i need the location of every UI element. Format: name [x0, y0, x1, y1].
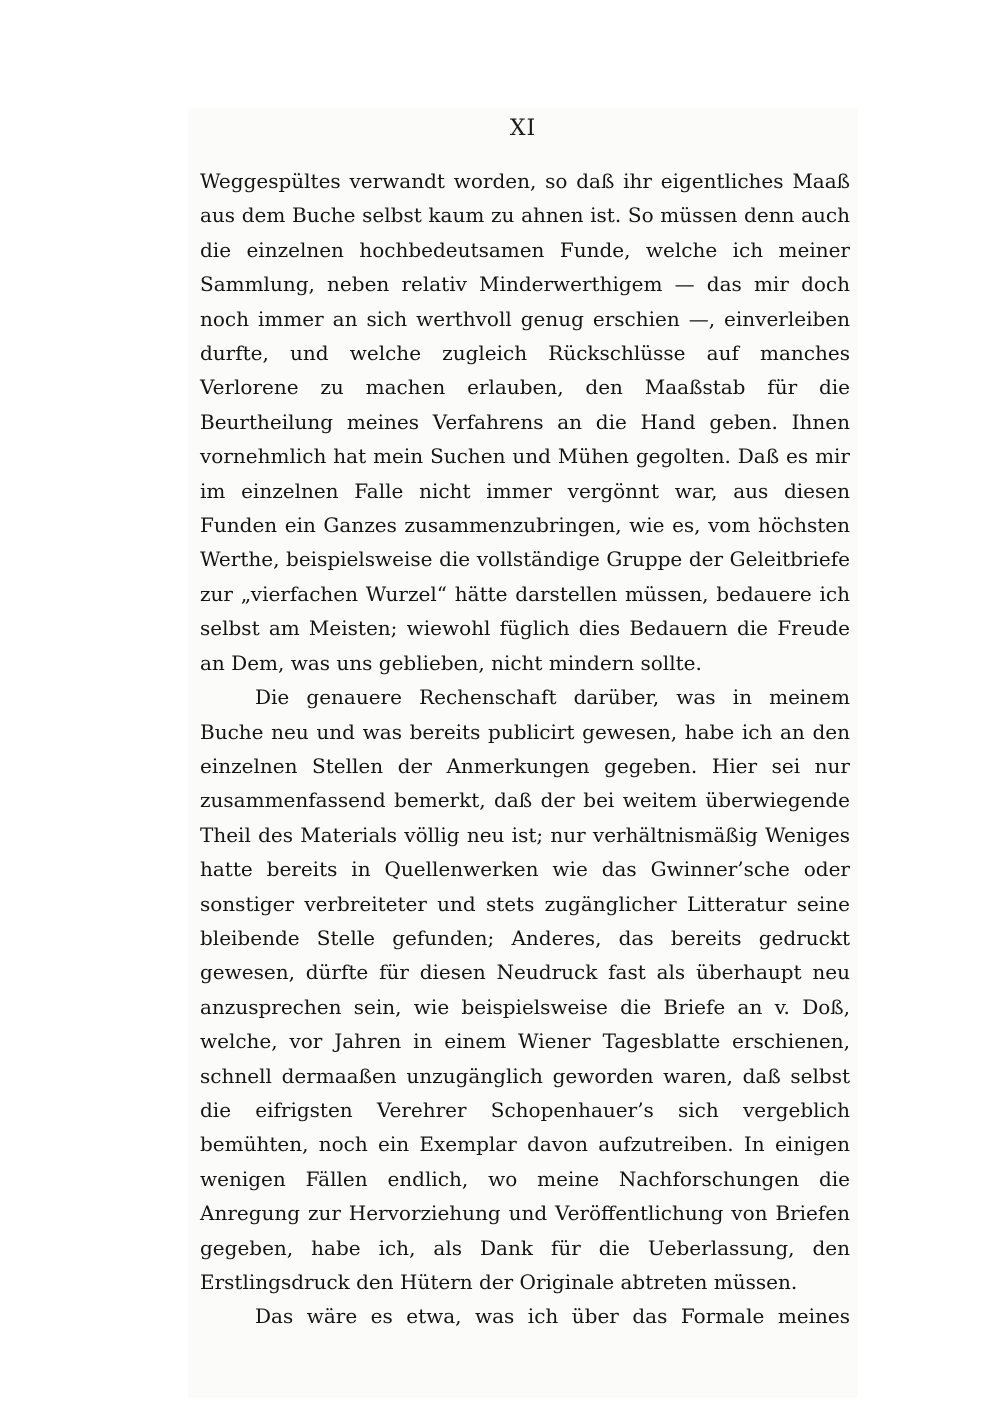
- paragraph-2: Die genauere Rechenschaft darüber, was in meinem Buche neu und was bereits publicirt gewesen, habe ich an den einzelnen Stellen der Anmerkungen gegeben. Hier sei nur zusammenfassend bemerkt, daß der bei weitem überwiegende Theil des Materials völlig neu ist; nur verhältnismäßig Weniges hatte bereits in Quellenwerken wie das Gwinner’sche oder sonstiger verbreiteter und stets zugänglicher Litteratur seine bleibende Stelle gefunden; Anderes, das bereits gedruckt gewesen, dürfte für diesen Neudruck fast als überhaupt neu anzusprechen sein, wie beispielsweise die Briefe an v. Doß, welche, vor Jahren in einem Wiener Tagesblatte erschienen, schnell dermaaßen unzugänglich geworden waren, daß selbst die eifrigsten Verehrer Schopenhauer’s sich vergeblich bemühten, noch ein Exemplar davon aufzutreiben. In einigen wenigen Fällen endlich, wo meine Nachforschungen die Anregung zur Hervorziehung und Veröffentlichung von Briefen gegeben, habe ich, als Dank für die Ueberlassung, den Erstlingsdruck den Hütern der Originale abtreten müssen.: [200, 685, 850, 1294]
- paragraph-1: Weggespültes verwandt worden, so daß ihr eigentliches Maaß aus dem Buche selbst kaum zu ahnen ist. So müssen denn auch die einzelnen hochbedeutsamen Funde, welche ich meiner Sammlung, neben relativ Minderwerthigem — das mir doch noch immer an sich werthvoll genug erschien —, einverleiben durfte, und welche zugleich Rückschlüsse auf manches Verlorene zu machen erlauben, den Maaßstab für die Beurtheilung meines Verfahrens an die Hand geben. Ihnen vornehmlich hat mein Suchen und Mühen gegolten. Daß es mir im einzelnen Falle nicht immer vergönnt war, aus diesen Funden ein Ganzes zusammenzubringen, wie es, vom höchsten Werthe, beispielsweise die vollständige Gruppe der Geleitbriefe zur „vierfachen Wurzel“ hätte darstellen müssen, bedauere ich selbst am Meisten; wiewohl füglich dies Bedauern die Freude an Dem, was uns geblieben, nicht mindern sollte.: [200, 169, 850, 675]
- paragraph-3: Das wäre es etwa, was ich über das Formale meines: [255, 1304, 850, 1329]
- body-text: [200, 164, 850, 1334]
- page-number: XI: [509, 116, 537, 141]
- book-page: [188, 108, 858, 1398]
